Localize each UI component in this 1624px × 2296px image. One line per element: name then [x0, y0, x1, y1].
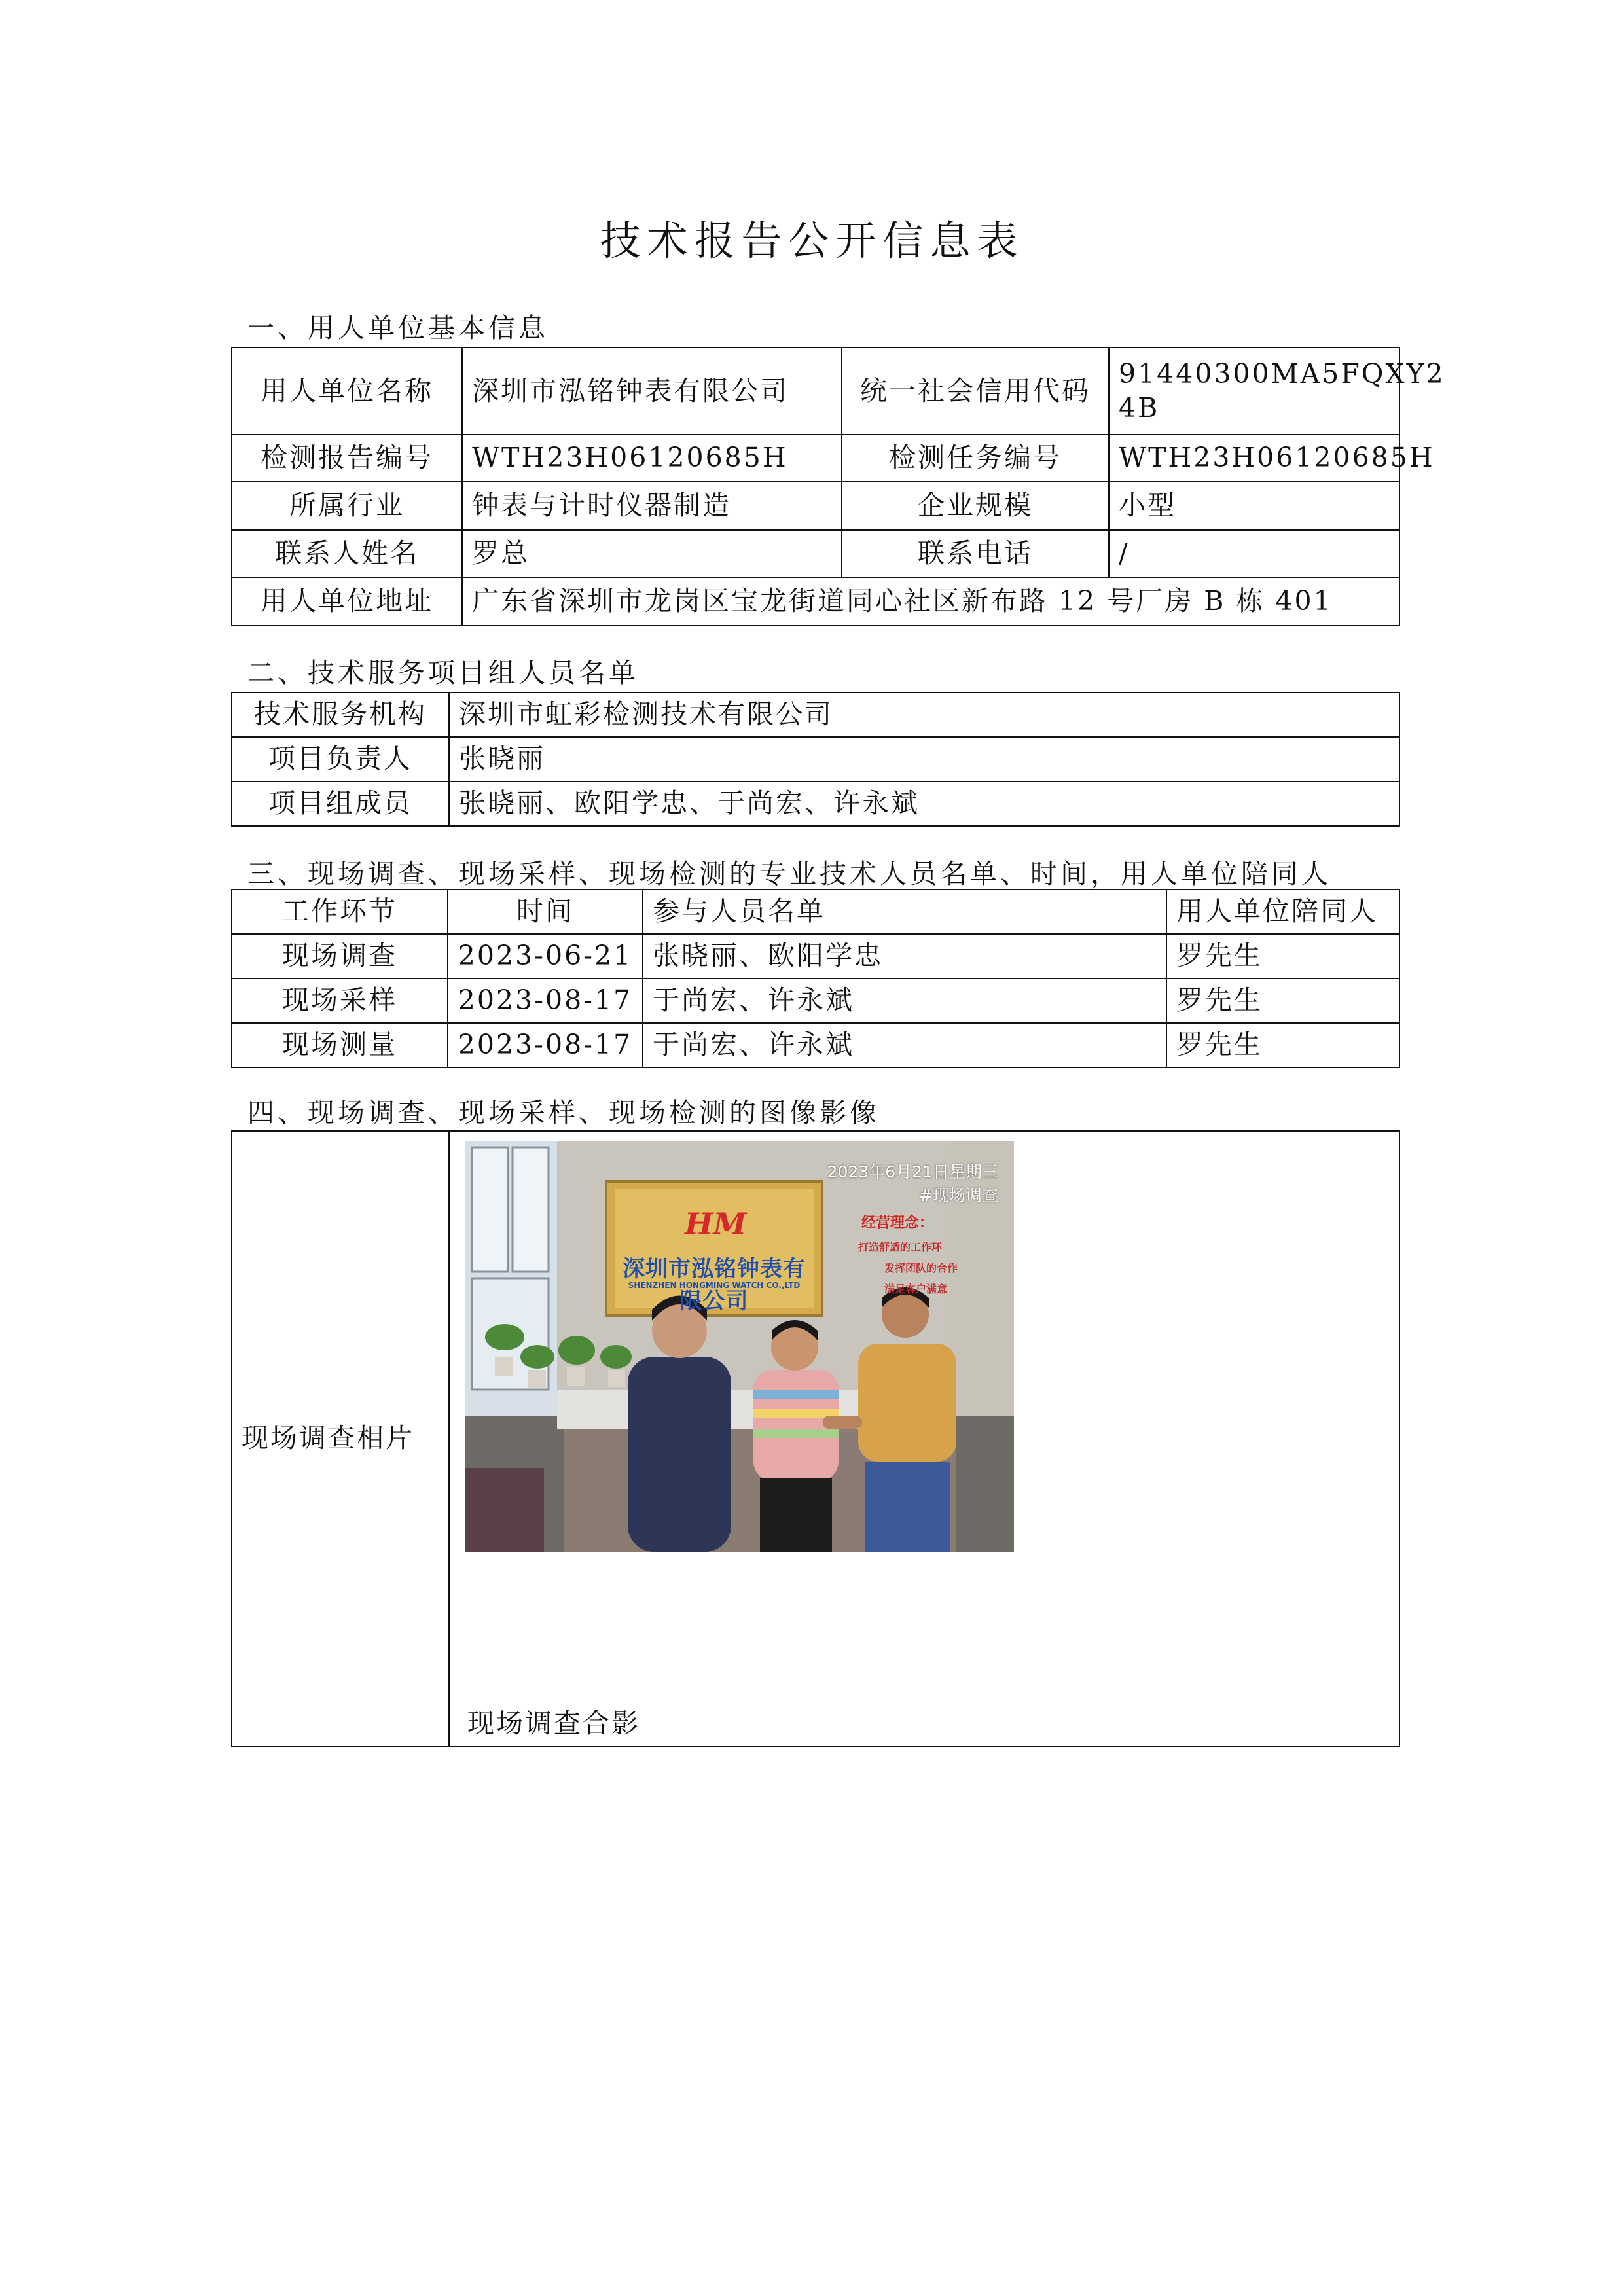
escort-cell: 罗先生	[1166, 1023, 1399, 1067]
header-escort: 用人单位陪同人	[1166, 889, 1399, 934]
photo-timestamp-tag: #现场调查	[919, 1186, 998, 1206]
wall-slogan-line: 打造舒适的工作环	[858, 1241, 943, 1253]
team-table	[231, 692, 1400, 827]
wall-slogan-heading: 经营理念：	[861, 1215, 934, 1231]
task-no-label: 检测任务编号	[842, 435, 1109, 482]
photo-timestamp	[827, 1160, 998, 1208]
credit-code-value	[1109, 348, 1445, 435]
org-value: 深圳市虹彩检测技术有限公司	[449, 692, 1399, 737]
unit-name-value: 深圳市泓铭钟表有限公司	[462, 348, 842, 435]
participants-cell: 张晓丽、欧阳学忠	[643, 934, 1166, 978]
company-sign-logo: HM	[685, 1206, 747, 1242]
photo-label: 现场调查相片	[232, 1131, 449, 1746]
section-heading-basic-info: 一、用人单位基本信息	[247, 312, 549, 344]
org-label: 技术服务机构	[232, 692, 449, 737]
phone-label: 联系电话	[842, 530, 1109, 577]
participants-cell: 于尚宏、许永斌	[643, 1023, 1166, 1067]
date-cell: 2023-08-17	[448, 978, 643, 1023]
credit-code-line-2: 4B	[1119, 391, 1160, 423]
scale-value: 小型	[1109, 482, 1399, 530]
unit-name-label: 用人单位名称	[232, 348, 462, 435]
section-heading-team: 二、技术服务项目组人员名单	[247, 657, 639, 689]
stage-cell: 现场测量	[232, 1023, 448, 1067]
members-label: 项目组成员	[232, 781, 449, 826]
credit-code-label: 统一社会信用代码	[842, 348, 1109, 435]
table-row	[232, 934, 1399, 978]
company-sign-chinese: 深圳市泓铭钟表有限公司	[623, 1256, 806, 1314]
industry-label: 所属行业	[232, 482, 462, 530]
task-no-value: WTH23H06120685H	[1109, 435, 1399, 482]
date-cell: 2023-06-21	[448, 934, 643, 978]
stage-cell: 现场调查	[232, 934, 448, 978]
basic-info-table	[231, 347, 1445, 626]
table-row	[232, 978, 1399, 1023]
industry-value: 钟表与计时仪器制造	[462, 482, 842, 530]
address-label: 用人单位地址	[232, 577, 462, 626]
wall-slogan-line: 满足客户满意	[884, 1283, 948, 1295]
contact-label: 联系人姓名	[232, 530, 462, 577]
leader-value: 张晓丽	[449, 737, 1399, 781]
photo-timestamp-date: 2023年6月21日星期三	[827, 1162, 998, 1181]
section-heading-fieldwork: 三、现场调查、现场采样、现场检测的专业技术人员名单、时间，用人单位陪同人	[247, 858, 1331, 889]
members-value: 张晓丽、欧阳学忠、于尚宏、许永斌	[449, 781, 1399, 826]
phone-value: /	[1109, 530, 1399, 577]
section-heading-images: 四、现场调查、现场采样、现场检测的图像影像	[247, 1097, 880, 1128]
company-sign-english: SHENZHEN HONGMING WATCH CO.,LTD	[628, 1281, 801, 1290]
report-no-label: 检测报告编号	[232, 435, 462, 482]
credit-code-line-1: 91440300MA5FQXY2	[1119, 358, 1445, 390]
fieldwork-table	[231, 889, 1400, 1068]
report-no-value: WTH23H06120685H	[462, 435, 842, 482]
date-cell: 2023-08-17	[448, 1023, 643, 1067]
header-participants: 参与人员名单	[643, 889, 1166, 934]
escort-cell: 罗先生	[1166, 978, 1399, 1023]
scale-label: 企业规模	[842, 482, 1109, 530]
page-title: 技术报告公开信息表	[600, 217, 1024, 264]
participants-cell: 于尚宏、许永斌	[643, 978, 1166, 1023]
wall-slogan-line: 发挥团队的合作	[884, 1262, 958, 1274]
address-value: 广东省深圳市龙岗区宝龙街道同心社区新布路 12 号厂房 B 栋 401	[462, 577, 1399, 626]
photo-caption: 现场调查合影	[467, 1708, 640, 1739]
escort-cell: 罗先生	[1166, 934, 1399, 978]
stage-cell: 现场采样	[232, 978, 448, 1023]
contact-value: 罗总	[462, 530, 842, 577]
header-stage: 工作环节	[232, 889, 448, 934]
site-survey-photo	[465, 1141, 1014, 1552]
leader-label: 项目负责人	[232, 737, 449, 781]
header-time: 时间	[448, 889, 643, 934]
table-row	[232, 1023, 1399, 1067]
